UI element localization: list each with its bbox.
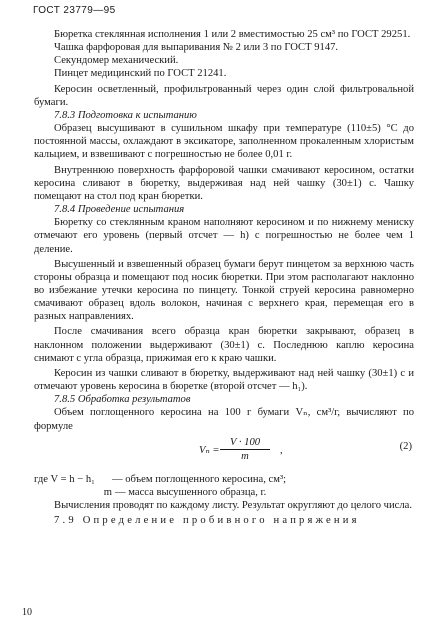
equipment-stopwatch: Секундомер механический.: [54, 55, 179, 67]
section-7-9-title: 7.9 Определение пробивного напряжения: [54, 515, 360, 527]
document-body: [34, 28, 414, 527]
section-7-8-5-title: [34, 393, 414, 406]
where-lead: где V = h − h₁: [34, 473, 95, 485]
section-7-8-5-title-text: 7.8.5 Обработка результатов: [54, 394, 191, 406]
formula-2: [34, 435, 414, 471]
equipment-tweezers: Пинцет медицинский по ГОСТ 21241.: [54, 68, 227, 80]
equipment-burette: Бюретка стеклянная исполнения 1 или 2 вместимостью 25 см³ по ГОСТ 29251.: [54, 29, 411, 40]
formula-lhs: Vₙ =: [199, 444, 220, 456]
where-symbol-m: m: [103, 486, 112, 498]
formula-fraction: [220, 436, 270, 463]
paragraph-7-8-4-hold: После смачивания всего образца кран бюретки закрывают, образец в наклонном положении выдерживают (30±1) с. Последнюю каплю керосина снимают с угла образца, прижимая его к краю чашки.: [34, 326, 414, 364]
paragraph-7-8-5-rounding: Вычисления проводят по каждому листу. Результат округляют до целого числа.: [54, 500, 413, 511]
equipment-dish: Чашка фарфоровая для выпаривания № 2 или 3 по ГОСТ 9147.: [54, 42, 339, 54]
paragraph-7-8-4-second-reading: Керосин из чашки сливают в бюретку, выдерживают над ней чашку (30±1) с и отмечают уровень керосина в бюретке (второй отсчет — h₁).: [34, 367, 414, 393]
document-page: [20, 0, 414, 631]
page-number: 10: [22, 606, 32, 618]
formula-denominator: m: [241, 450, 249, 462]
equipment-kerosene: Керосин осветленный, профильтрованный через один слой фильтровальной бумаги.: [34, 83, 414, 108]
paragraph-7-8-4-fill: Бюретку со стеклянным краном наполняют керосином и по нижнему мениску отмечают его уровень (первый отсчет — h) с погрешностью не более чем 1 деление.: [34, 217, 414, 255]
document-header: ГОСТ 23779—95: [33, 5, 116, 16]
where-line-1: [34, 473, 414, 486]
section-7-8-4-title-text: 7.8.4 Проведение испытания: [54, 204, 185, 216]
where-line-2: [34, 486, 414, 499]
section-7-8-4-title: [34, 203, 414, 216]
formula-numerator: V · 100: [220, 436, 270, 450]
paragraph-7-8-3-drying: Образец высушивают в сушильном шкафу при температуре (110±5) °С до постоянной массы, охлаждают в эксикаторе, заполненном прокаленным хлористым кальцием, и взвешивают с погрешностью не более 0,01 г.: [34, 123, 414, 161]
where-definition-v: — объем поглощенного керосина, см³;: [112, 473, 287, 485]
section-7-8-3-title-text: 7.8.3 Подготовка к испытанию: [54, 109, 197, 121]
paragraph-7-8-5-volume: Объем поглощенного керосина на 100 г бумаги Vₙ, см³/г, вычисляют по формуле: [34, 407, 414, 432]
where-definition-m: — масса высушенного образца, г.: [115, 486, 267, 498]
section-7-8-3-title: [34, 109, 414, 122]
formula-comma: ,: [280, 444, 283, 456]
paragraph-7-8-3-dish: Внутреннюю поверхность фарфоровой чашки смачивают керосином, остатки керосина сливают в бюретку, выдерживая над ней чашку (30±1) с. Чашку помещают на стол под кран бюретки.: [34, 164, 414, 202]
paragraph-7-8-4-wetting: Высушенный и взвешенный образец бумаги берут пинцетом за верхнюю часть стороны образца и помещают под носик бюретки. При этом располагают наклонно во избежание утечки керосина по пинцету. Тонкой струей керосина равномерно смачивают образец вдоль волокон, начиная с верхнего края, перемещая его в разных направлениях.: [34, 258, 414, 323]
formula-number: (2): [399, 440, 412, 452]
